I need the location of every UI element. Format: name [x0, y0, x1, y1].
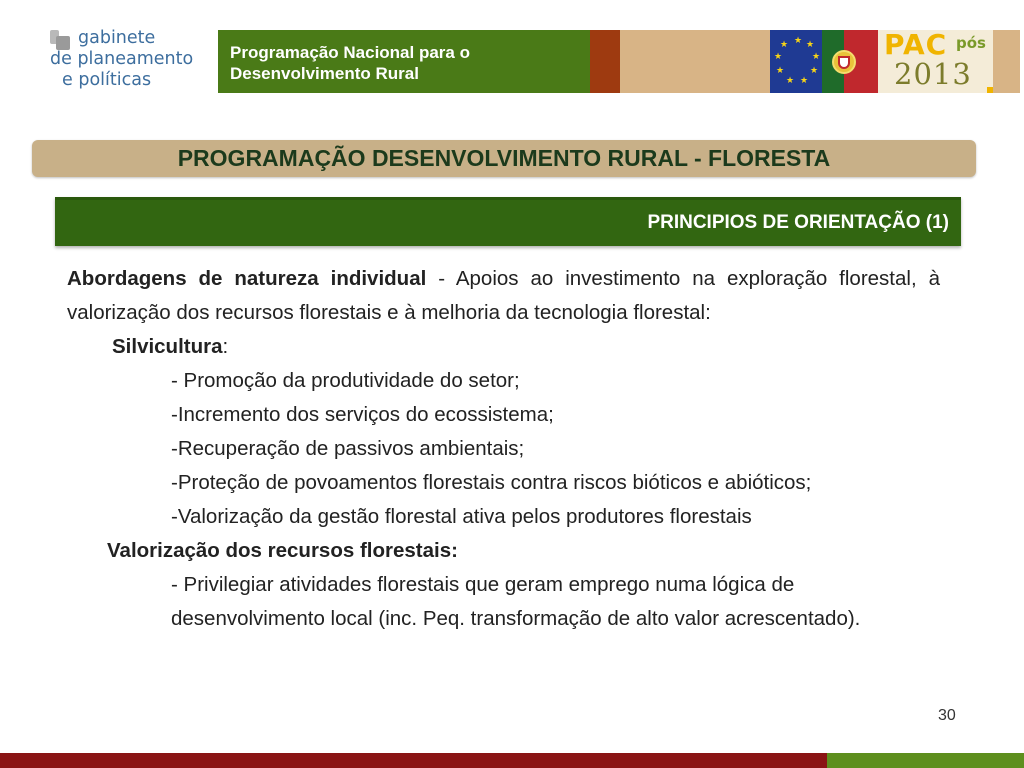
eu-flag-icon: ★ ★ ★ ★ ★ ★ ★ ★ ★	[770, 30, 826, 93]
slide-body	[67, 262, 940, 636]
page-number: 30	[938, 707, 956, 724]
list-item: -Proteção de povoamentos florestais contra riscos bióticos e abióticos;	[171, 471, 812, 494]
list-item: -Incremento dos serviços do ecossistema;	[171, 403, 554, 426]
pac-pos-2013-logo	[878, 30, 993, 93]
header-banner	[218, 30, 1020, 93]
program-title-line-1: Programação Nacional para o	[230, 43, 470, 62]
logo-line-2: de planeamento	[50, 49, 194, 69]
intro-text: - Apoios ao investimento na exploração florestal, à valorização dos recursos florestais e à melhoria da tecnologia florestal:	[67, 267, 940, 324]
gpp-logo	[50, 28, 210, 98]
list-item: -Recuperação de passivos ambientais;	[171, 437, 525, 460]
footer-green-bar	[827, 753, 1024, 768]
section1-colon: :	[222, 335, 229, 358]
section1-title: Silvicultura	[112, 335, 223, 358]
program-title-line-2: Desenvolvimento Rural	[230, 64, 419, 83]
pac-year: 2013	[894, 57, 972, 91]
logo-text	[50, 28, 193, 91]
program-title	[218, 30, 590, 93]
footer-red-bar	[0, 753, 827, 768]
slide-title: PROGRAMAÇÃO DESENVOLVIMENTO RURAL - FLORESTA	[32, 140, 976, 177]
logo-line-3: e políticas	[62, 70, 152, 90]
banner-tan-block	[620, 30, 770, 93]
pac-word: PAC	[884, 28, 948, 61]
banner-end-block	[993, 30, 1020, 93]
section-subtitle: PRINCIPIOS DE ORIENTAÇÃO (1)	[55, 197, 961, 246]
flags-image	[770, 30, 878, 93]
list-item: - Promoção da produtividade do setor;	[171, 369, 520, 392]
banner-rust-block	[590, 30, 620, 93]
portugal-flag-icon	[822, 30, 878, 93]
section2-title: Valorização dos recursos florestais:	[107, 539, 458, 562]
section-silvicultura	[67, 330, 940, 364]
list-item: - Privilegiar atividades florestais que geram emprego numa lógica de desenvolvimento local (inc. Peq. transformação de alto valor acrescentado).	[171, 573, 861, 630]
footer-strip	[0, 753, 1024, 768]
list-item: -Valorização da gestão florestal ativa pelos produtores florestais	[171, 505, 752, 528]
intro-bold: Abordagens de natureza individual	[67, 267, 427, 290]
section-valorizacao	[67, 534, 940, 568]
pac-pos: pós	[956, 34, 986, 52]
logo-line-1: gabinete	[78, 28, 156, 48]
intro-paragraph	[67, 262, 940, 330]
